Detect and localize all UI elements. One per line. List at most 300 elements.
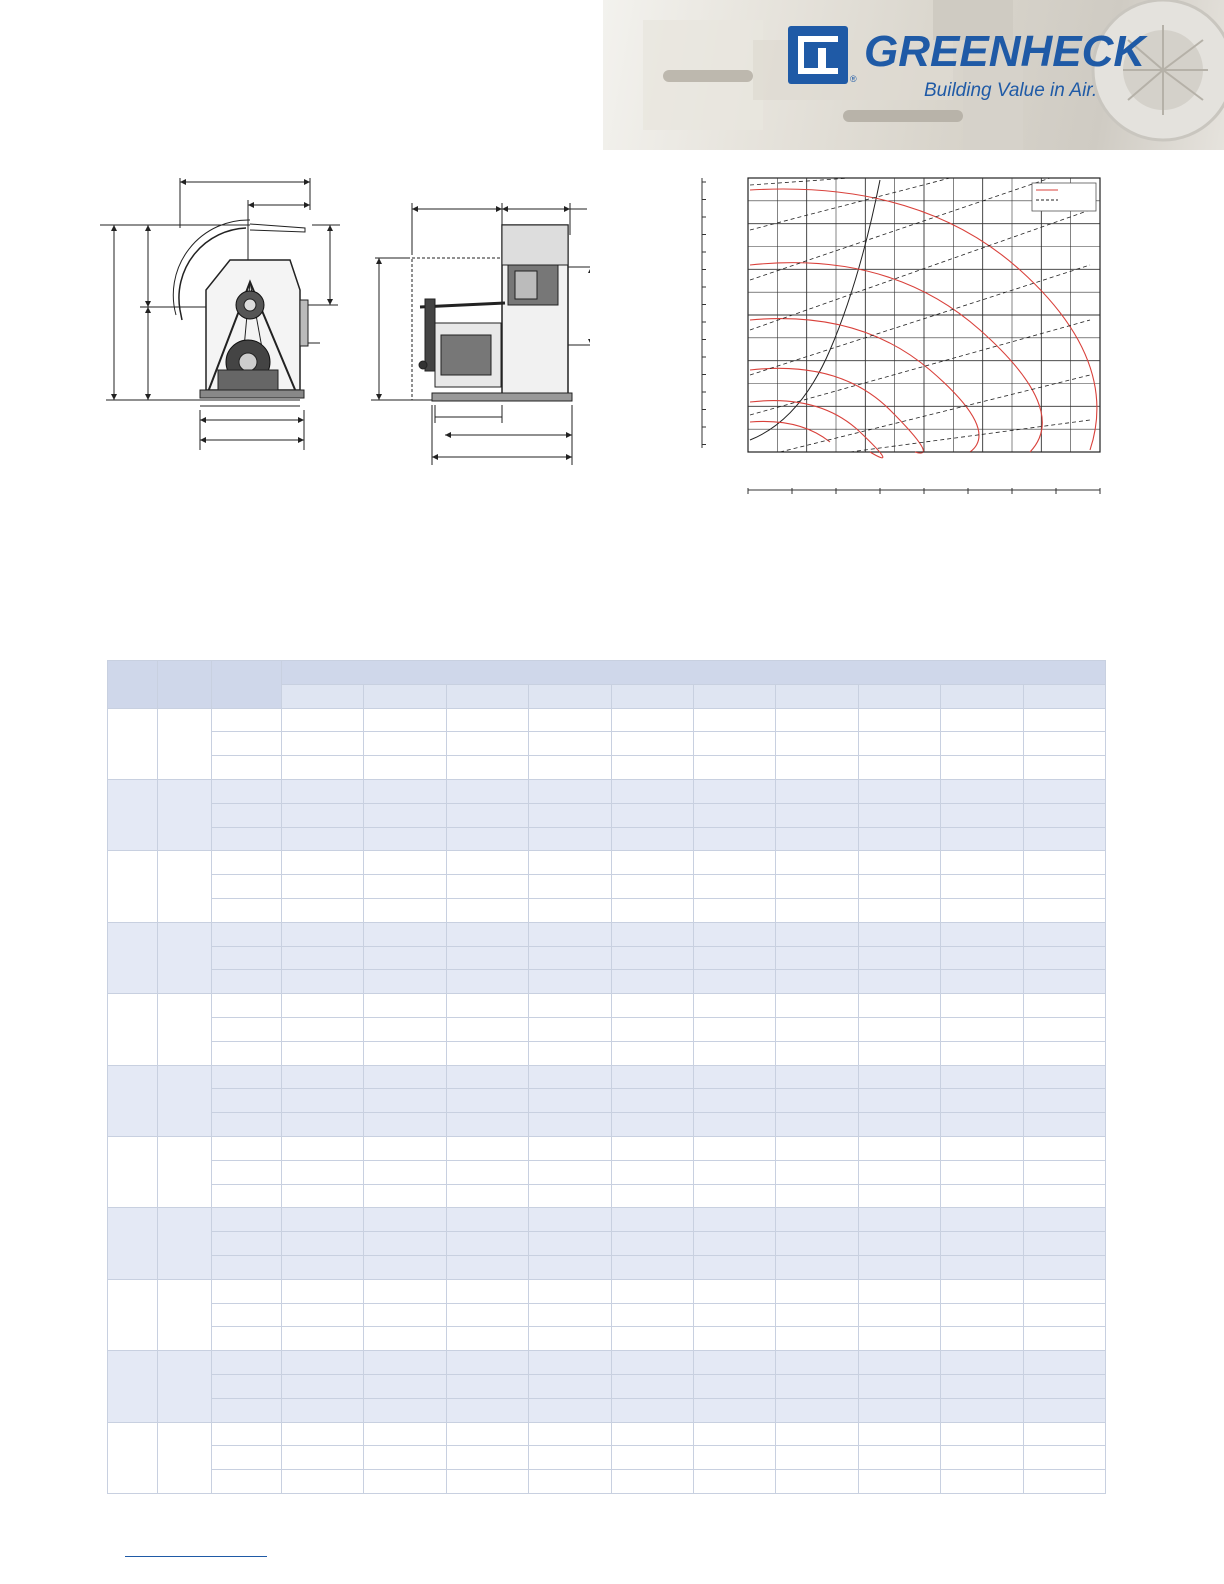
- table-cell: [693, 1279, 775, 1303]
- table-cell: [693, 898, 775, 922]
- table-cell: [941, 1351, 1023, 1375]
- table-cell: [446, 1232, 528, 1256]
- side-view-drawing: [365, 195, 590, 470]
- table-row: [108, 1303, 1106, 1327]
- table-cell: [364, 1255, 446, 1279]
- table-row: [108, 732, 1106, 756]
- table-cell: [364, 1065, 446, 1089]
- table-cell: [611, 1017, 693, 1041]
- table-cell: [212, 732, 282, 756]
- table-cell: [776, 970, 858, 994]
- table-cell: [529, 1184, 611, 1208]
- greenheck-logo-mark-icon: [788, 26, 848, 84]
- table-cell: [1023, 851, 1105, 875]
- table-cell: [364, 1327, 446, 1351]
- table-cell: [364, 1470, 446, 1494]
- table-cell: [212, 827, 282, 851]
- table-row: [108, 803, 1106, 827]
- table-cell: [611, 1089, 693, 1113]
- table-cell: [941, 1017, 1023, 1041]
- table-cell: [858, 827, 940, 851]
- table-cell: [364, 1208, 446, 1232]
- table-cell: [1023, 732, 1105, 756]
- table-cell: [282, 1279, 364, 1303]
- table-cell: [212, 1422, 282, 1446]
- table-subheader-cell: [364, 684, 446, 708]
- table-cell: [282, 970, 364, 994]
- table-subheader-cell: [776, 684, 858, 708]
- table-cell: [941, 994, 1023, 1018]
- table-cell: [446, 1279, 528, 1303]
- table-cell: [776, 1065, 858, 1089]
- table-cell: [282, 1113, 364, 1137]
- table-cell: [611, 1351, 693, 1375]
- table-subheader-cell: [858, 684, 940, 708]
- table-row: [108, 946, 1106, 970]
- table-cell: [529, 708, 611, 732]
- table-cell: [1023, 1374, 1105, 1398]
- table-group-cell: [108, 1208, 158, 1279]
- table-cell: [693, 1470, 775, 1494]
- table-cell: [446, 1089, 528, 1113]
- table-cell: [446, 875, 528, 899]
- table-cell: [212, 1232, 282, 1256]
- table-cell: [858, 994, 940, 1018]
- table-cell: [364, 1017, 446, 1041]
- table-cell: [776, 1232, 858, 1256]
- table-cell: [212, 1255, 282, 1279]
- table-group-cell: [108, 708, 158, 779]
- table-cell: [776, 1303, 858, 1327]
- table-cell: [364, 1184, 446, 1208]
- table-group-cell: [158, 922, 212, 993]
- table-row: [108, 1017, 1106, 1041]
- table-cell: [776, 1255, 858, 1279]
- table-group-cell: [108, 779, 158, 850]
- table-cell: [611, 1303, 693, 1327]
- table-cell: [941, 1422, 1023, 1446]
- table-cell: [364, 1351, 446, 1375]
- table-row: [108, 1255, 1106, 1279]
- table-cell: [858, 1232, 940, 1256]
- table-cell: [693, 803, 775, 827]
- table-cell: [693, 1398, 775, 1422]
- table-cell: [212, 1351, 282, 1375]
- table-cell: [1023, 1089, 1105, 1113]
- table-cell: [446, 922, 528, 946]
- table-cell: [776, 922, 858, 946]
- table-cell: [858, 922, 940, 946]
- table-cell: [212, 946, 282, 970]
- table-cell: [446, 1374, 528, 1398]
- table-row: [108, 708, 1106, 732]
- table-cell: [693, 779, 775, 803]
- footer-link-underline[interactable]: [125, 1556, 267, 1557]
- table-cell: [529, 875, 611, 899]
- table-cell: [529, 803, 611, 827]
- table-cell: [282, 1303, 364, 1327]
- table-cell: [776, 875, 858, 899]
- table-cell: [364, 1303, 446, 1327]
- table-cell: [693, 851, 775, 875]
- chart-legend: [1032, 183, 1096, 211]
- table-cell: [611, 994, 693, 1018]
- table-cell: [364, 1398, 446, 1422]
- table-group-cell: [158, 1208, 212, 1279]
- table-cell: [212, 898, 282, 922]
- table-subheader-cell: [529, 684, 611, 708]
- table-cell: [446, 803, 528, 827]
- table-cell: [693, 827, 775, 851]
- table-cell: [282, 922, 364, 946]
- table-cell: [364, 756, 446, 780]
- table-group-cell: [108, 994, 158, 1065]
- chart-y-ticks: [702, 182, 706, 445]
- front-view-drawing: [100, 170, 340, 460]
- table-cell: [1023, 1041, 1105, 1065]
- table-cell: [1023, 1255, 1105, 1279]
- table-cell: [858, 1136, 940, 1160]
- table-cell: [611, 1279, 693, 1303]
- table-cell: [364, 1374, 446, 1398]
- table-cell: [941, 1303, 1023, 1327]
- table-cell: [611, 1327, 693, 1351]
- table-cell: [776, 898, 858, 922]
- table-group-cell: [108, 851, 158, 922]
- table-cell: [776, 803, 858, 827]
- table-row: [108, 1279, 1106, 1303]
- table-cell: [212, 1136, 282, 1160]
- table-cell: [282, 1327, 364, 1351]
- table-cell: [282, 1232, 364, 1256]
- table-cell: [858, 1184, 940, 1208]
- table-cell: [611, 1374, 693, 1398]
- table-cell: [282, 1351, 364, 1375]
- table-cell: [941, 1136, 1023, 1160]
- table-cell: [529, 970, 611, 994]
- table-cell: [364, 827, 446, 851]
- table-cell: [1023, 1351, 1105, 1375]
- table-cell: [1023, 1470, 1105, 1494]
- table-cell: [364, 1041, 446, 1065]
- table-cell: [611, 1041, 693, 1065]
- table-cell: [282, 1446, 364, 1470]
- table-cell: [776, 1422, 858, 1446]
- table-cell: [693, 1351, 775, 1375]
- table-cell: [611, 732, 693, 756]
- table-cell: [693, 1303, 775, 1327]
- table-row: [108, 851, 1106, 875]
- table-cell: [941, 851, 1023, 875]
- table-cell: [282, 1184, 364, 1208]
- table-cell: [858, 1279, 940, 1303]
- table-row: [108, 1374, 1106, 1398]
- table-cell: [693, 994, 775, 1018]
- registered-mark: ®: [850, 74, 857, 84]
- table-cell: [858, 970, 940, 994]
- table-cell: [611, 1398, 693, 1422]
- table-cell: [282, 732, 364, 756]
- table-cell: [858, 779, 940, 803]
- table-cell: [1023, 946, 1105, 970]
- table-cell: [776, 994, 858, 1018]
- table-row: [108, 875, 1106, 899]
- table-cell: [858, 1089, 940, 1113]
- table-cell: [529, 898, 611, 922]
- table-cell: [282, 1374, 364, 1398]
- table-cell: [446, 1255, 528, 1279]
- table-cell: [282, 1089, 364, 1113]
- table-cell: [446, 946, 528, 970]
- table-cell: [941, 756, 1023, 780]
- table-row: [108, 898, 1106, 922]
- table-subheader-cell: [446, 684, 528, 708]
- table-cell: [776, 1351, 858, 1375]
- table-cell: [611, 922, 693, 946]
- table-cell: [529, 1113, 611, 1137]
- table-cell: [776, 1279, 858, 1303]
- table-cell: [446, 779, 528, 803]
- table-cell: [776, 1374, 858, 1398]
- table-cell: [282, 1208, 364, 1232]
- table-cell: [858, 1017, 940, 1041]
- table-cell: [941, 732, 1023, 756]
- table-cell: [212, 1279, 282, 1303]
- table-cell: [941, 1041, 1023, 1065]
- table-cell: [611, 1255, 693, 1279]
- table-cell: [282, 756, 364, 780]
- table-group-cell: [108, 1422, 158, 1493]
- table-body: [108, 708, 1106, 1493]
- table-row: [108, 1208, 1106, 1232]
- table-cell: [776, 1184, 858, 1208]
- specification-table: [107, 660, 1106, 1494]
- table-cell: [212, 779, 282, 803]
- table-cell: [1023, 827, 1105, 851]
- table-cell: [282, 1017, 364, 1041]
- table-cell: [1023, 875, 1105, 899]
- table-row: [108, 827, 1106, 851]
- table-cell: [941, 1065, 1023, 1089]
- table-cell: [446, 708, 528, 732]
- table-cell: [529, 756, 611, 780]
- table-cell: [446, 1208, 528, 1232]
- table-cell: [282, 851, 364, 875]
- brand-tagline: Building Value in Air.: [924, 80, 1098, 101]
- table-cell: [364, 1446, 446, 1470]
- table-cell: [858, 1208, 940, 1232]
- table-cell: [941, 875, 1023, 899]
- table-cell: [529, 1374, 611, 1398]
- table-cell: [776, 827, 858, 851]
- table-cell: [858, 1113, 940, 1137]
- table-cell: [446, 1041, 528, 1065]
- table-cell: [446, 1136, 528, 1160]
- table-cell: [364, 708, 446, 732]
- table-cell: [212, 1374, 282, 1398]
- table-cell: [364, 875, 446, 899]
- table-cell: [611, 898, 693, 922]
- table-cell: [282, 1255, 364, 1279]
- table-cell: [282, 898, 364, 922]
- table-cell: [693, 708, 775, 732]
- table-cell: [941, 1113, 1023, 1137]
- table-cell: [858, 732, 940, 756]
- table-cell: [446, 827, 528, 851]
- table-cell: [858, 1303, 940, 1327]
- table-cell: [1023, 803, 1105, 827]
- table-cell: [1023, 779, 1105, 803]
- table-cell: [1023, 1065, 1105, 1089]
- table-cell: [529, 827, 611, 851]
- table-cell: [776, 1017, 858, 1041]
- table-cell: [282, 946, 364, 970]
- table-cell: [212, 803, 282, 827]
- table-cell: [693, 1184, 775, 1208]
- table-cell: [529, 1446, 611, 1470]
- table-row: [108, 1232, 1106, 1256]
- table-cell: [446, 1351, 528, 1375]
- table-cell: [212, 1041, 282, 1065]
- table-cell: [529, 1398, 611, 1422]
- table-cell: [364, 851, 446, 875]
- table-cell: [212, 1160, 282, 1184]
- table-cell: [693, 1446, 775, 1470]
- table-cell: [611, 1422, 693, 1446]
- table-cell: [776, 1113, 858, 1137]
- table-subheader-cell: [282, 684, 364, 708]
- table-cell: [446, 756, 528, 780]
- table-cell: [693, 1422, 775, 1446]
- table-cell: [611, 756, 693, 780]
- table-cell: [212, 1446, 282, 1470]
- table-cell: [364, 1136, 446, 1160]
- table-cell: [693, 1136, 775, 1160]
- table-cell: [941, 1279, 1023, 1303]
- table-cell: [1023, 922, 1105, 946]
- table-cell: [212, 1017, 282, 1041]
- table-cell: [611, 708, 693, 732]
- table-cell: [776, 1470, 858, 1494]
- table-cell: [364, 946, 446, 970]
- table-cell: [1023, 970, 1105, 994]
- table-cell: [364, 994, 446, 1018]
- table-cell: [693, 1113, 775, 1137]
- table-cell: [1023, 1184, 1105, 1208]
- table-cell: [529, 1160, 611, 1184]
- table-group-cell: [158, 1422, 212, 1493]
- table-header-cell: [158, 661, 212, 709]
- table-cell: [776, 1041, 858, 1065]
- performance-chart: [690, 170, 1110, 500]
- table-cell: [941, 779, 1023, 803]
- table-cell: [446, 1446, 528, 1470]
- table-cell: [1023, 1208, 1105, 1232]
- table-cell: [282, 1065, 364, 1089]
- table-cell: [529, 1232, 611, 1256]
- table-cell: [693, 1232, 775, 1256]
- table-cell: [693, 922, 775, 946]
- table-cell: [446, 1422, 528, 1446]
- table-cell: [529, 1470, 611, 1494]
- table-cell: [693, 1065, 775, 1089]
- table-row: [108, 1065, 1106, 1089]
- table-cell: [282, 708, 364, 732]
- table-cell: [364, 1089, 446, 1113]
- table-cell: [611, 970, 693, 994]
- table-cell: [212, 1470, 282, 1494]
- table-cell: [693, 1208, 775, 1232]
- table-cell: [858, 1065, 940, 1089]
- table-cell: [446, 1398, 528, 1422]
- table-cell: [529, 732, 611, 756]
- table-row: [108, 1041, 1106, 1065]
- table-group-cell: [158, 851, 212, 922]
- table-cell: [611, 803, 693, 827]
- table-cell: [446, 1327, 528, 1351]
- table-cell: [529, 1136, 611, 1160]
- table-cell: [1023, 994, 1105, 1018]
- table-cell: [776, 1446, 858, 1470]
- table-cell: [858, 875, 940, 899]
- table-cell: [212, 756, 282, 780]
- table-cell: [1023, 1446, 1105, 1470]
- chart-x-ticks: [748, 488, 1100, 494]
- table-header-cell: [212, 661, 282, 709]
- table-cell: [693, 970, 775, 994]
- table-cell: [1023, 1136, 1105, 1160]
- table-cell: [611, 946, 693, 970]
- table-cell: [212, 922, 282, 946]
- table-cell: [1023, 1160, 1105, 1184]
- table-cell: [446, 851, 528, 875]
- table-cell: [858, 1398, 940, 1422]
- table-cell: [446, 1470, 528, 1494]
- table-cell: [611, 1113, 693, 1137]
- table-cell: [446, 732, 528, 756]
- table-cell: [611, 1232, 693, 1256]
- table-cell: [446, 1184, 528, 1208]
- table-group-cell: [158, 779, 212, 850]
- table-cell: [611, 1160, 693, 1184]
- table-row: [108, 1136, 1106, 1160]
- table-cell: [529, 1089, 611, 1113]
- table-cell: [941, 1089, 1023, 1113]
- table-cell: [529, 922, 611, 946]
- table-cell: [212, 1113, 282, 1137]
- table-cell: [611, 1470, 693, 1494]
- table-cell: [693, 875, 775, 899]
- table-cell: [529, 1255, 611, 1279]
- table-cell: [941, 708, 1023, 732]
- table-cell: [611, 1208, 693, 1232]
- table-cell: [364, 970, 446, 994]
- table-cell: [212, 1398, 282, 1422]
- table-cell: [611, 779, 693, 803]
- table-cell: [212, 1184, 282, 1208]
- table-cell: [212, 1327, 282, 1351]
- table-cell: [858, 898, 940, 922]
- table-cell: [858, 1422, 940, 1446]
- table-row: [108, 1422, 1106, 1446]
- table-cell: [941, 1255, 1023, 1279]
- table-row: [108, 970, 1106, 994]
- table-cell: [941, 1160, 1023, 1184]
- table-cell: [529, 1351, 611, 1375]
- table-subheader-cell: [611, 684, 693, 708]
- table-cell: [446, 994, 528, 1018]
- table-cell: [282, 1136, 364, 1160]
